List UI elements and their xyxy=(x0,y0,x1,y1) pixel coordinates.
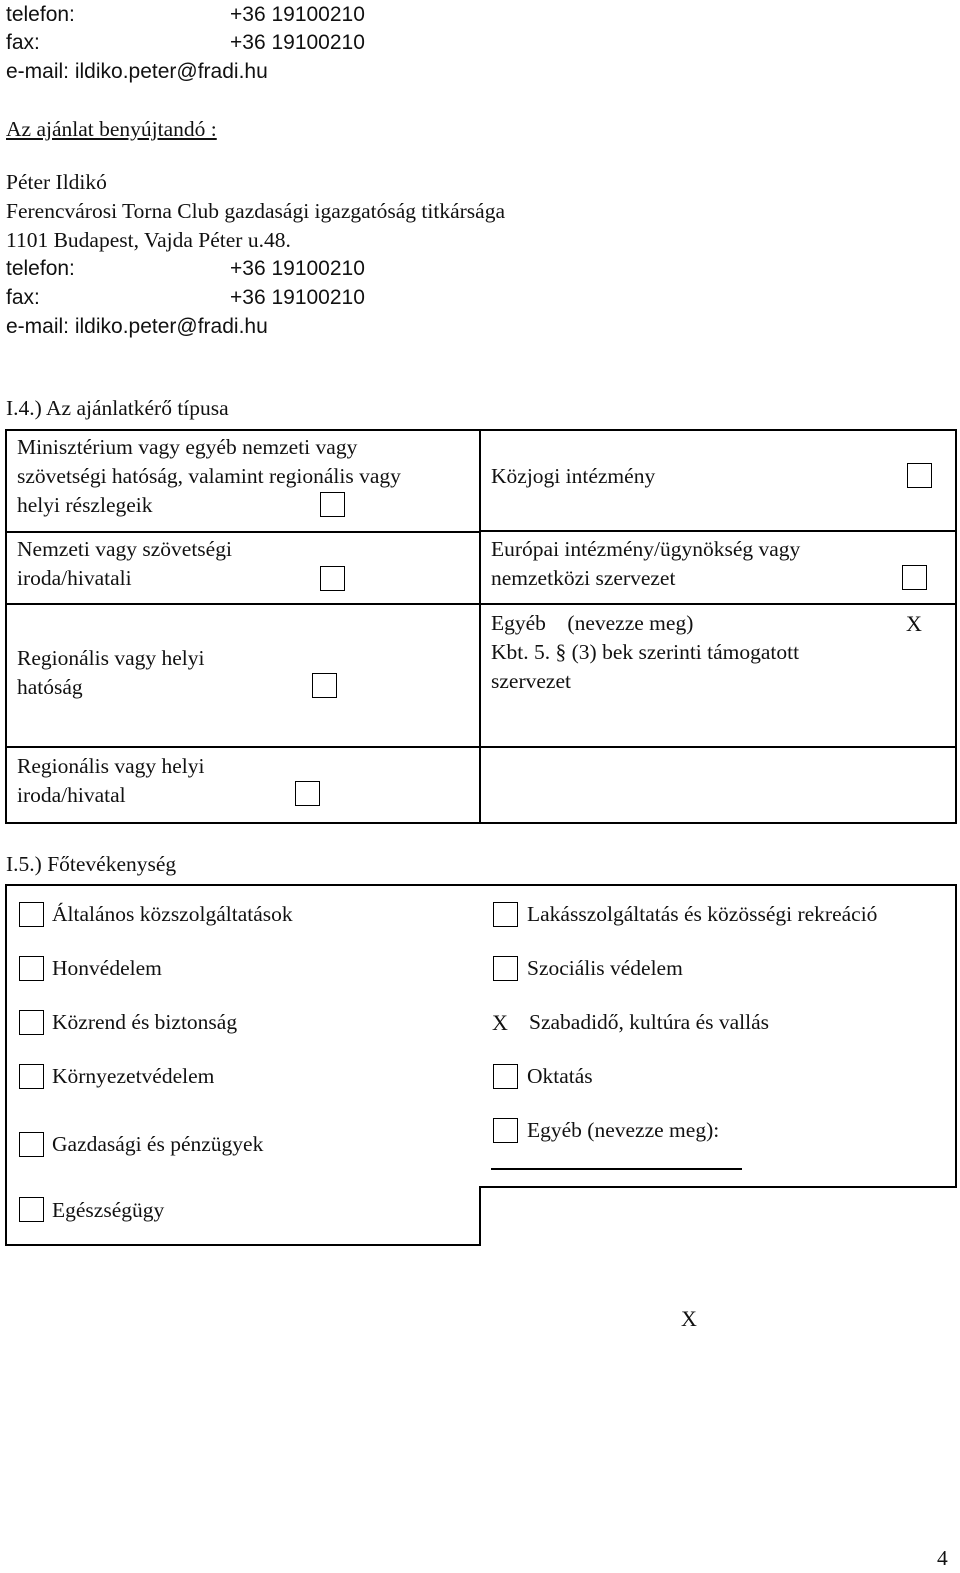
activity-right-label-5: Egyéb (nevezze meg): xyxy=(527,1118,720,1142)
top-email-line: e-mail: ildiko.peter@fradi.hu xyxy=(6,60,268,83)
table-border-left xyxy=(5,884,7,1246)
fax-value: +36 19100210 xyxy=(230,31,365,54)
phone-value: +36 19100210 xyxy=(230,3,365,26)
option-other-detail: Kbt. 5. § (3) bek szerinti támogatott szervezet xyxy=(491,640,800,693)
fax-value: +36 19100210 xyxy=(230,286,365,309)
option-public-body-checkbox[interactable] xyxy=(907,463,932,488)
option-eu-institution-checkbox[interactable] xyxy=(902,565,927,590)
activity-left-checkbox-4[interactable] xyxy=(19,1064,44,1089)
option-eu-institution-label: Európai intézmény/ügynökség vagy nemzetközi szervezet xyxy=(491,537,801,590)
activity-left-label-4: Környezetvédelem xyxy=(52,1064,215,1088)
bottom-x-mark: X xyxy=(681,1306,697,1331)
other-fill-line[interactable] xyxy=(491,1168,742,1170)
fax-label: fax: xyxy=(6,286,40,309)
option-public-body-label: Közjogi intézmény xyxy=(491,464,656,488)
top-fax-line xyxy=(6,28,365,57)
activity-right-label-2: Szociális védelem xyxy=(527,956,683,980)
row-divider xyxy=(5,746,957,748)
activity-left-label-1: Általános közszolgáltatások xyxy=(52,902,293,926)
section-i4-title: I.4.) Az ajánlatkérő típusa xyxy=(6,396,229,420)
top-phone-line xyxy=(6,0,365,29)
option-other-label: Egyéb (nevezze meg) xyxy=(491,611,694,635)
option-ministry-label: Minisztérium vagy egyéb nemzeti vagy szövetségi hatóság, valamint regionális vagy helyi részlegeik xyxy=(17,435,401,517)
table-border-top xyxy=(5,884,957,886)
activity-left-label-5: Gazdasági és pénzügyek xyxy=(52,1132,264,1156)
contact-address: 1101 Budapest, Vajda Péter u.48. xyxy=(6,228,291,252)
option-regional-authority-checkbox[interactable] xyxy=(312,673,337,698)
activity-right-label-4: Oktatás xyxy=(527,1064,593,1088)
contact-email-line: e-mail: ildiko.peter@fradi.hu xyxy=(6,315,268,338)
contact-org: Ferencvárosi Torna Club gazdasági igazgatóság titkársága xyxy=(6,199,505,223)
option-national-office-label: Nemzeti vagy szövetségi iroda/hivatali xyxy=(17,537,232,590)
contact-fax-line xyxy=(6,283,365,312)
option-regional-office-label: Regionális vagy helyi iroda/hivatal xyxy=(17,754,205,807)
submit-heading: Az ajánlat benyújtandó : xyxy=(6,117,217,141)
table-divider xyxy=(479,429,481,824)
activity-left-checkbox-5[interactable] xyxy=(19,1132,44,1157)
table-border-inner xyxy=(479,1186,481,1246)
activity-left-label-6: Egészségügy xyxy=(52,1198,165,1222)
option-regional-authority-label: Regionális vagy helyi hatóság xyxy=(17,646,205,699)
table-border-mid xyxy=(479,1186,957,1188)
activity-right-label-1: Lakásszolgáltatás és közösségi rekreáció xyxy=(527,902,878,926)
activity-right-checkbox-2[interactable] xyxy=(493,956,518,981)
contact-phone-line xyxy=(6,254,365,283)
section-i5-title: I.5.) Főtevékenység xyxy=(6,852,177,876)
table-border-bottom xyxy=(5,1244,481,1246)
page-number: 4 xyxy=(937,1546,948,1570)
activity-left-checkbox-1[interactable] xyxy=(19,902,44,927)
activity-left-label-3: Közrend és biztonság xyxy=(52,1010,238,1034)
activity-right-checkbox-1[interactable] xyxy=(493,902,518,927)
activity-right-label-3: Szabadidő, kultúra és vallás xyxy=(529,1010,770,1034)
row-divider xyxy=(5,603,957,605)
activity-left-checkbox-2[interactable] xyxy=(19,956,44,981)
phone-label: telefon: xyxy=(6,3,75,26)
table-border-right xyxy=(955,884,957,1188)
phone-label: telefon: xyxy=(6,257,75,280)
activity-right-checkbox-4[interactable] xyxy=(493,1064,518,1089)
row-divider xyxy=(479,530,957,532)
activity-left-label-2: Honvédelem xyxy=(52,956,162,980)
contact-name: Péter Ildikó xyxy=(6,170,107,194)
fax-label: fax: xyxy=(6,31,40,54)
activity-right-checkbox-5[interactable] xyxy=(493,1118,518,1143)
option-national-office-checkbox[interactable] xyxy=(320,566,345,591)
row-divider xyxy=(5,531,481,533)
activity-left-checkbox-6[interactable] xyxy=(19,1197,44,1222)
activity-right-mark-3[interactable]: X xyxy=(492,1010,508,1035)
activity-left-checkbox-3[interactable] xyxy=(19,1010,44,1035)
option-regional-office-checkbox[interactable] xyxy=(295,781,320,806)
option-ministry-checkbox[interactable] xyxy=(320,492,345,517)
phone-value: +36 19100210 xyxy=(230,257,365,280)
option-other-mark[interactable]: X xyxy=(906,611,922,636)
